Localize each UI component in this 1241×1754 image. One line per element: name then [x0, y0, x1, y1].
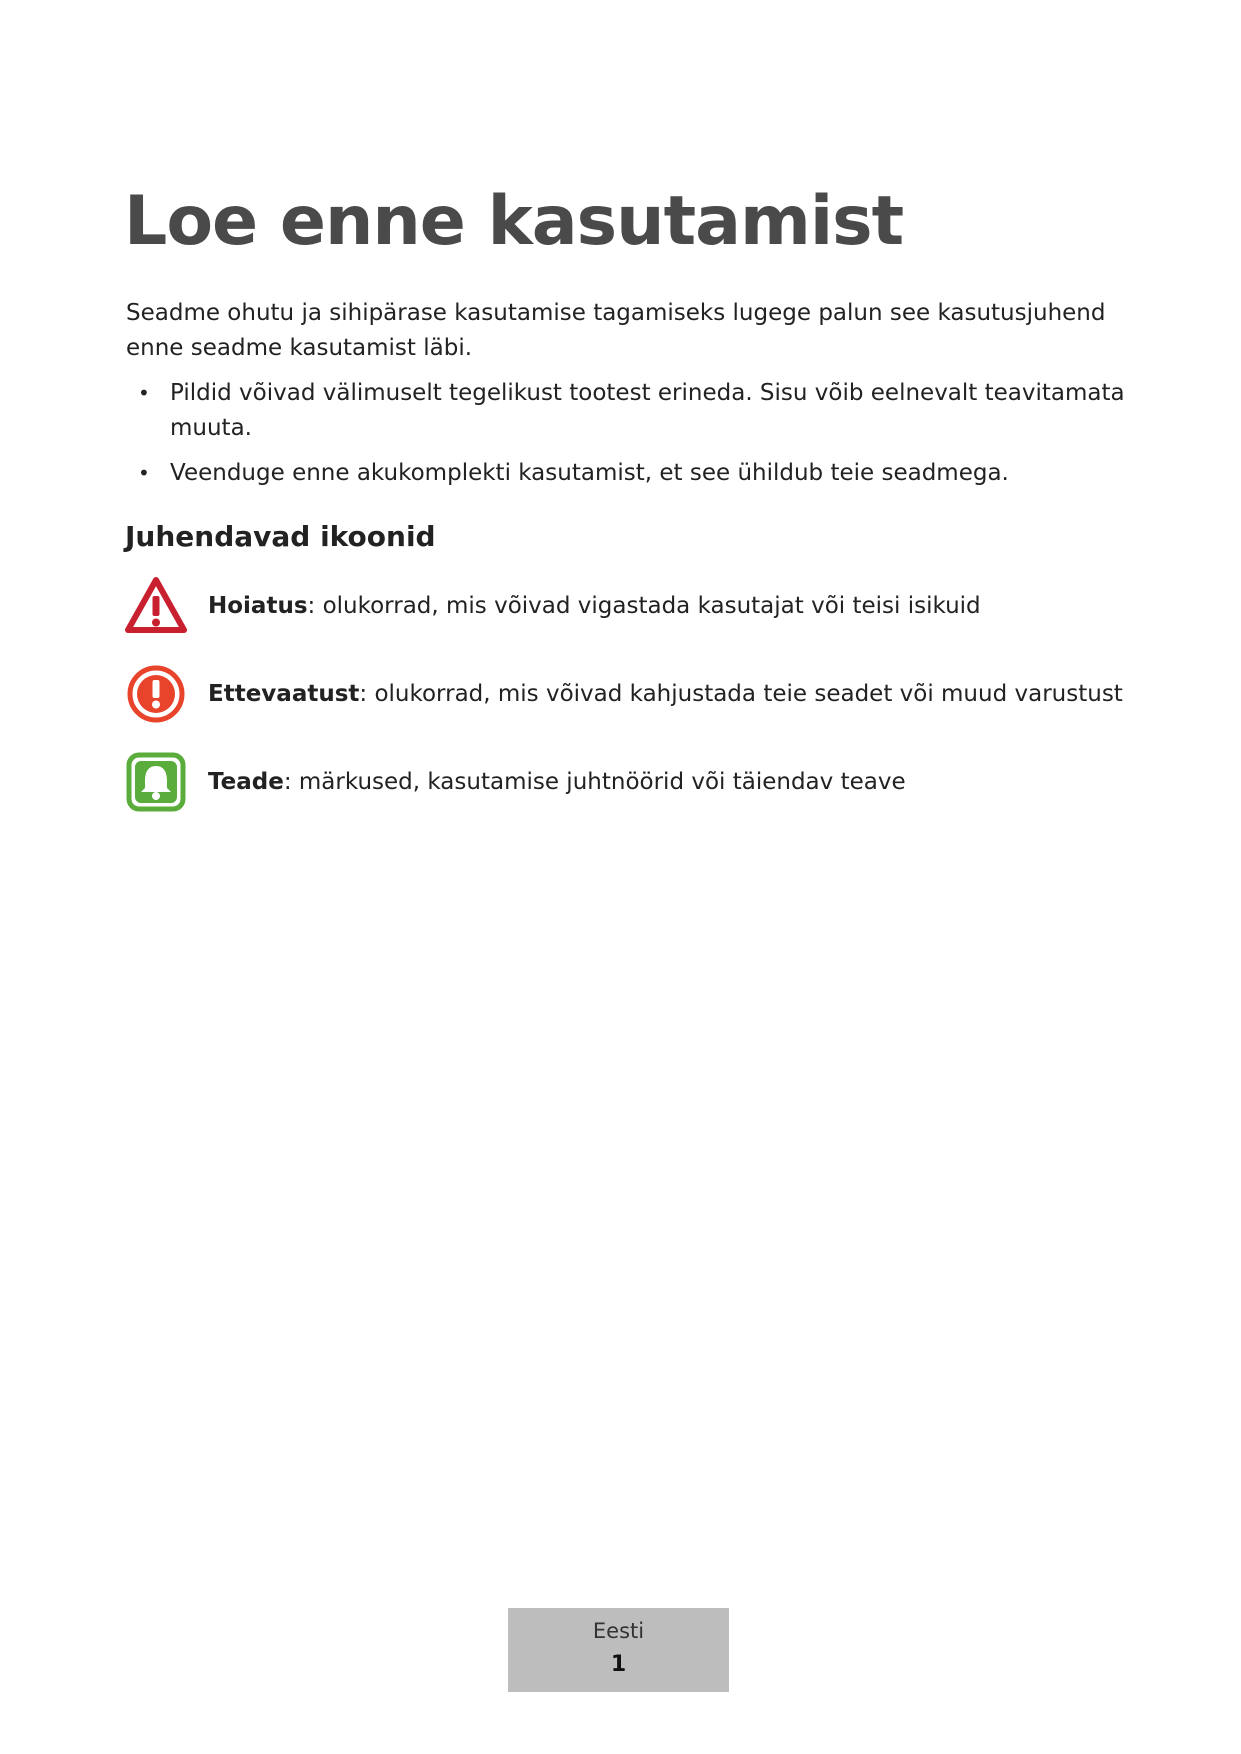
notice-description: : märkused, kasutamise juhtnöörid või täiendav teave: [283, 769, 906, 795]
notice-label: Teade: [208, 769, 284, 795]
bullet-text: Pildid võivad välimuselt tegelikust tootest erineda. Sisu võib eelnevalt teavitamata muuta.: [170, 380, 1125, 441]
bullet-marker: •: [138, 461, 150, 485]
page-number: 1: [610, 1652, 627, 1677]
bullet-item: [126, 376, 1126, 446]
page-footer: [508, 1608, 729, 1692]
footer-language: Eesti: [592, 1619, 645, 1643]
notice-label: Hoiatus: [208, 593, 308, 619]
bullet-marker: •: [138, 381, 150, 405]
bullet-text: Veenduge enne akukomplekti kasutamist, et see ühildub teie seadmega.: [170, 460, 1009, 486]
notice-row-warning: [124, 574, 981, 638]
bullet-list: [126, 376, 1126, 501]
warning-triangle-icon: [124, 574, 188, 638]
bullet-item: [126, 456, 1126, 491]
notice-bell-icon: [124, 750, 188, 814]
intro-paragraph: Seadme ohutu ja sihipärase kasutamise tagamiseks lugege palun see kasutusjuhend enne seadme kasutamist läbi.: [126, 300, 1106, 361]
notice-text-notice: [208, 767, 906, 797]
notice-text-warning: [208, 591, 981, 621]
section-heading: Juhendavad ikoonid: [125, 520, 436, 553]
notice-text-caution: [208, 679, 1123, 709]
notice-description: : olukorrad, mis võivad vigastada kasutajat või teisi isikuid: [307, 593, 981, 619]
notice-row-caution: [124, 662, 1123, 726]
notice-row-notice: [124, 750, 906, 814]
notice-description: : olukorrad, mis võivad kahjustada teie seadet või muud varustust: [359, 681, 1123, 707]
page-title: Loe enne kasutamist: [124, 182, 904, 261]
caution-circle-icon: [124, 662, 188, 726]
notice-label: Ettevaatust: [208, 681, 360, 707]
